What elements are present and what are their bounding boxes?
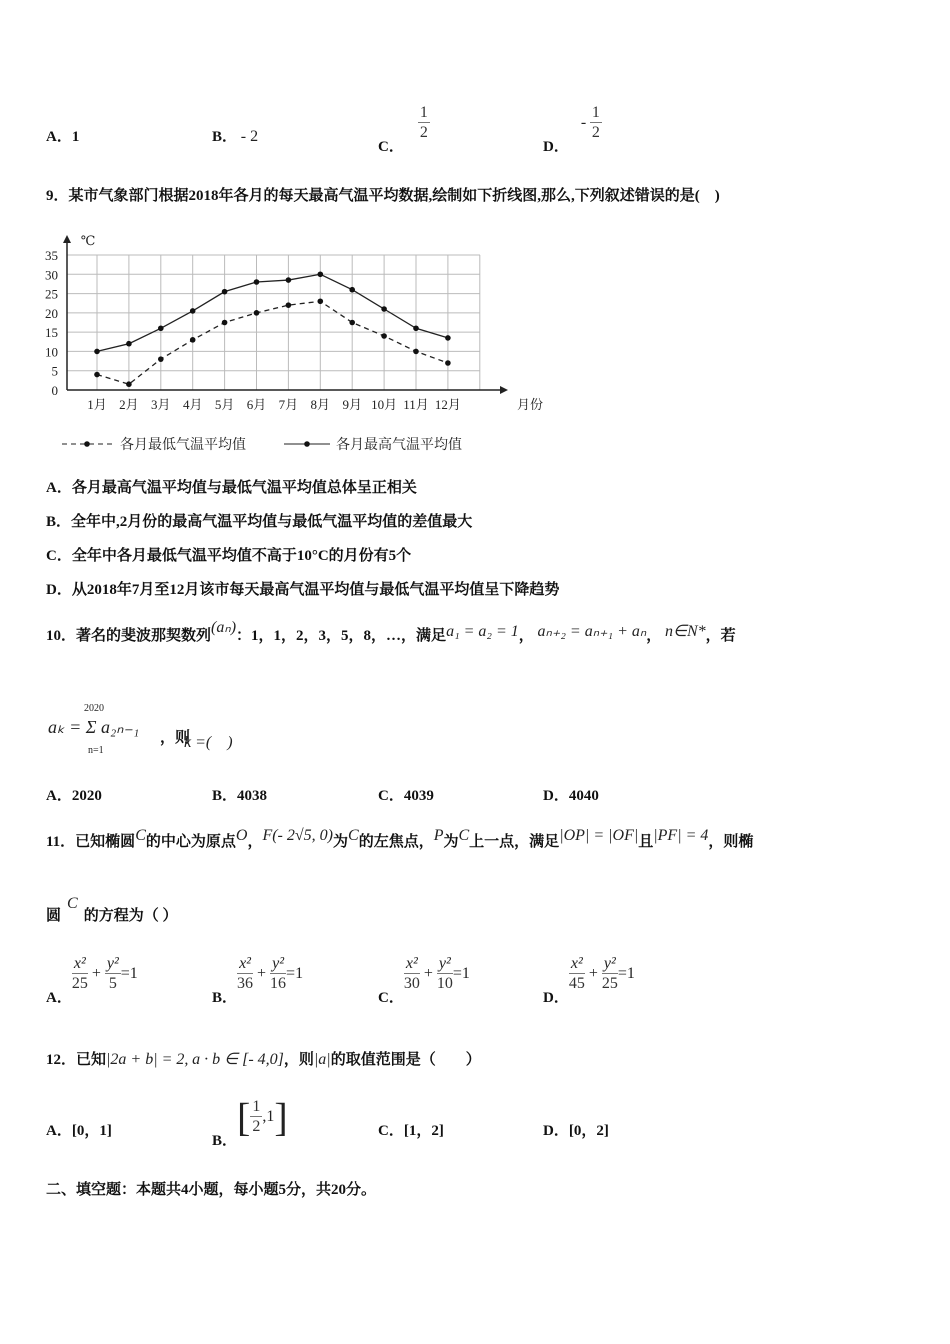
q10-stem: 10．著名的斐波那契数列(aₙ)：1，1，2，3，5，8，…，满足a₁ = a₂ = 1， aₙ₊₂ = aₙ₊₁ + aₙ， n∈N*，若 — [46, 619, 736, 644]
data-point — [286, 302, 292, 308]
data-point — [126, 341, 132, 347]
y-axis-arrow — [63, 235, 71, 243]
stem-text: 为 — [443, 834, 459, 850]
q12-option-b: B．[ $\frac{1}{2}$ ,1] — [212, 1094, 288, 1149]
x-tick-label: 4月 — [182, 397, 203, 412]
math-expression: P — [433, 827, 444, 844]
data-point — [190, 308, 196, 314]
q11-stem-line1 — [46, 827, 754, 851]
y-tick-label: 35 — [45, 248, 58, 263]
data-point — [445, 360, 451, 366]
x-axis-arrow — [500, 386, 508, 394]
y-axis-label: ℃ — [80, 233, 96, 248]
q8-option-d: D．- $\frac{1}{2}$ — [543, 104, 600, 155]
x-tick-label: 11月 — [403, 397, 429, 412]
q8-option-a: A．1 — [46, 129, 80, 145]
q9-option-c: C．全年中各月最低气温平均值不高于10°C的月份有5个 — [46, 548, 412, 564]
section-heading: 二、填空题：本题共4小题，每小题5分，共20分。 — [46, 1182, 377, 1198]
stem-text: 11．已知椭圆 — [46, 834, 136, 850]
q8-option-c: C． $\frac{1}{2}$ — [378, 104, 428, 155]
legend-marker — [84, 441, 90, 447]
x-tick-label: 1月 — [87, 397, 107, 412]
legend-marker — [304, 441, 310, 447]
q9-stem: 9．某市气象部门根据2018年各月的每天最高气温平均数据,绘制如下折线图,那么,下列叙述错误的是( ) — [46, 188, 720, 204]
x-tick-label: 3月 — [151, 397, 171, 412]
data-point — [94, 372, 100, 378]
data-point — [413, 349, 419, 355]
stem-text: 的中心为原点 — [145, 834, 236, 850]
q10-option-a: A．2020 — [46, 788, 102, 804]
data-point — [94, 349, 100, 355]
data-point — [381, 333, 387, 339]
q11-option-a: A． $\frac{\text{x²}}{25}$ + $\frac{\text{y²}}{5}$ =1 — [46, 955, 138, 1006]
x-tick-label: 6月 — [246, 397, 267, 412]
stem-text: 的左焦点， — [358, 834, 434, 850]
q8-option-b: B． - 2 — [212, 128, 259, 145]
data-point — [222, 320, 228, 326]
data-point — [349, 320, 355, 326]
q12-option-a: A．[0，1] — [46, 1123, 112, 1139]
x-tick-label: 10月 — [371, 397, 398, 412]
data-point — [445, 335, 451, 341]
y-tick-label: 30 — [45, 267, 58, 283]
q9-option-d: D．从2018年7月至12月该市每天最高气温平均值与最低气温平均值呈下降趋势 — [46, 582, 560, 598]
y-tick-label: 20 — [45, 305, 58, 321]
q11-stem-line2 — [46, 895, 178, 925]
exam-page: A．1 B． - 2 C． $\frac{1}{2}$ D．- $\frac{1}{2}$ 9．某市气象部门根据2018年各月的每天最高气温平均数据,绘制如下折线图,那么,下列叙述错误的是( ) 0 5 10 15 20 25 30 35 1月 2月 3月 4月 5月 6月 7月 8月 9月 10月 11月 12月 月份 ℃ 各月最低气温平均值 各月最高气温平均值 A．各月最高气温平均值与最低气温平均值总体呈正相关 B．全年中,2月份的最高气温平均值与最低气温平均值的差值最大 C．全年中各月最低气温平均值不高于10°C的月份有5个 D．从2018年7月至12月该市每天最高气温平均值与最低气温平均值呈下降趋势 10．著名的斐波那契数列(aₙ)：1，1，2，3，5，8，…，满足a₁ = a₂ = 1， aₙ₊₂ = aₙ₊₁ + aₙ， n∈N*，若 2020 aₖ = Σ a₂ₙ₋₁ n=1 ，则 k =( ) A．2020 B．4038 C．4039 D．4040 11．已知椭圆C的中心为原点O，F(- 2√5, 0)为C的左焦点，P为C上一点，满足|OP| = |OF|且|PF| = 4，则椭 圆C的方程为（ ） A． $\frac{\text{x²}}{25}$ + $\frac{\text{y²}}{5}$ =1 B． $\frac{\text{x²}}{36}$ + $\frac{\text{y²}}{16}$ =1 C． $\frac{\text{x²}}{30}$ + $\frac{\text{y²}}{10}$ =1 D． $\frac{\text{x²}}{45}$ + $\frac{\text{y²}}{25}$ =1 12．已知|2a + b| = 2, a · b ∈ [- 4,0]，则|a|的取值范围是（ ） A．[0，1] B．[ $\frac{1}{2}$ ,1] C．[1，2] D．[0，2] 二、填空题：本题共4小题，每小题5分，共20分。 — [0, 0, 950, 1344]
x-tick-label: 8月 — [310, 397, 331, 412]
x-tick-label: 7月 — [278, 397, 299, 412]
series-line-0 — [97, 301, 448, 384]
x-axis-label: 月份 — [516, 397, 544, 412]
y-tick-label: 0 — [51, 383, 58, 398]
x-tick-label: 5月 — [214, 397, 235, 412]
q12-option-c: C．[1，2] — [378, 1123, 444, 1139]
data-point — [349, 287, 355, 293]
math-expression: C — [67, 895, 78, 912]
data-point — [190, 337, 196, 343]
q10-option-b: B．4038 — [212, 788, 268, 804]
math-expression: C — [458, 827, 470, 844]
stem-text: 且 — [638, 834, 654, 850]
math-expression: |PF| = 4 — [653, 827, 709, 844]
data-point — [381, 306, 387, 312]
data-point — [318, 271, 324, 277]
math-expression: O — [235, 827, 248, 844]
legend-label-low: 各月最低气温平均值 — [120, 438, 246, 453]
x-tick-label: 12月 — [434, 397, 461, 412]
q12-stem: 12．已知|2a + b| = 2, a · b ∈ [- 4,0]，则|a|的取值范围是（ ） — [46, 1051, 481, 1068]
y-tick-label: 25 — [45, 286, 58, 302]
data-point — [413, 325, 419, 331]
data-point — [286, 277, 292, 283]
y-tick-label: 10 — [45, 344, 58, 360]
math-expression: C — [135, 827, 146, 844]
data-point — [158, 356, 164, 362]
temperature-line-chart — [0, 225, 560, 465]
data-point — [158, 325, 164, 331]
q10-option-c: C．4039 — [378, 788, 434, 804]
stem-text: ， — [247, 834, 263, 850]
q11-option-b: B． $\frac{\text{x²}}{36}$ + $\frac{\text{y²}}{16}$ =1 — [212, 955, 304, 1006]
data-point — [126, 381, 132, 387]
q11-option-d: D． $\frac{\text{x²}}{45}$ + $\frac{\text{y²}}{25}$ =1 — [543, 955, 635, 1006]
math-expression: F(- 2√5, 0) — [262, 827, 333, 844]
data-point — [222, 289, 228, 295]
q9-option-a: A．各月最高气温平均值与最低气温平均值总体呈正相关 — [46, 480, 417, 496]
y-tick-label: 15 — [45, 325, 58, 341]
math-expression: C — [348, 827, 359, 844]
q9-option-b: B．全年中,2月份的最高气温平均值与最低气温平均值的差值最大 — [46, 514, 473, 530]
data-point — [254, 310, 260, 316]
x-tick-label: 2月 — [119, 397, 139, 412]
stem-text: 上一点，满足 — [469, 834, 560, 850]
x-tick-label: 9月 — [342, 397, 362, 412]
stem-text: 圆 — [46, 908, 62, 924]
stem-text: 的方程为（ ） — [83, 908, 178, 924]
stem-text: ，则椭 — [708, 834, 754, 850]
math-expression: |OP| = |OF| — [559, 827, 639, 844]
stem-text: 为 — [333, 834, 349, 850]
y-tick-label: 5 — [51, 363, 58, 379]
legend-label-high: 各月最高气温平均值 — [336, 438, 462, 453]
data-point — [318, 298, 324, 304]
q11-option-c: C． $\frac{\text{x²}}{30}$ + $\frac{\text{y²}}{10}$ =1 — [378, 955, 470, 1006]
data-point — [254, 279, 260, 285]
q12-option-d: D．[0，2] — [543, 1123, 609, 1139]
q10-option-d: D．4040 — [543, 788, 599, 804]
